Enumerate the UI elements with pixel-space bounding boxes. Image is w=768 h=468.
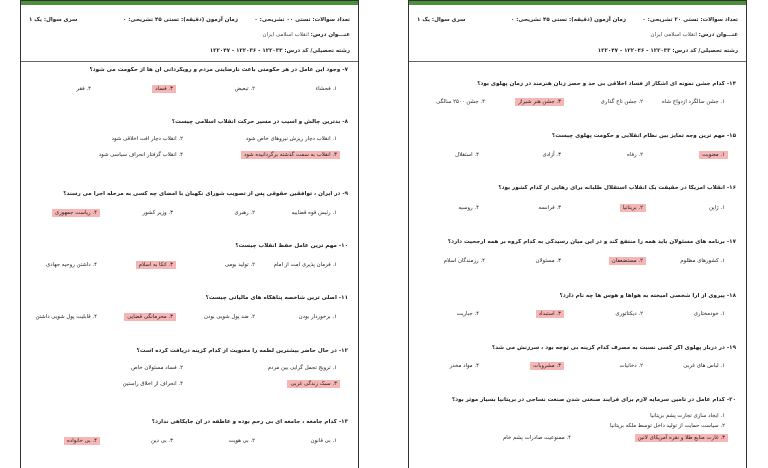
subject-value: انقلاب اسلامی ایران: [650, 32, 697, 38]
question-text: ۷- وجود این عامل در هر حکومتی باعث نارضایتی مردم و رویگردانی آن ها از حکومت می شود؟: [89, 67, 348, 73]
option-2[interactable]: ۲. بریتانیا: [620, 204, 646, 212]
option-1[interactable]: ۱. رئیس قوه قضاییه: [291, 210, 337, 216]
question-text: ۹- در ایران ، توافقین حقوقی پس از تصویب شورای نگهبان با امضای چه کسی به مرحله اجرا می رسند؟: [63, 191, 348, 197]
question-text: ۱۹- در دربار پهلوی اگر کسی نسبت به مصرف کدام گزینه بی توجه بود ، سرزنش می شد؟: [492, 345, 736, 351]
option-2[interactable]: ۲. تولید بومی: [224, 262, 255, 268]
question: [29, 348, 350, 396]
option-1[interactable]: ۱. معنویت: [699, 151, 728, 159]
question: [417, 293, 738, 341]
option-2[interactable]: ۲. رفاه: [627, 152, 643, 158]
option-3[interactable]: ۳. آزادی: [542, 152, 561, 158]
question: [29, 119, 350, 167]
option-4[interactable]: ۴. استقلال: [455, 152, 479, 158]
option-2[interactable]: ۲. جشن تاج گذاری: [600, 99, 643, 105]
exam-time: زمان آزمون (دقیقه): تستی ۴۵ تشریحی: ۰: [122, 17, 238, 23]
option-3[interactable]: ۳. سبک زندگی غربی: [287, 380, 340, 388]
option-2[interactable]: ۲. سیاست حمایت از تولید داخل توسط ملکه بریتانیا: [609, 423, 725, 429]
questions-area: [21, 63, 358, 468]
option-3[interactable]: ۳. استبداد: [536, 310, 564, 318]
question: [29, 67, 350, 115]
option-3[interactable]: ۳. وزیر کشور: [142, 210, 173, 216]
option-3[interactable]: ۳. جشن هنر شیراز: [515, 98, 564, 106]
option-1[interactable]: ۱. فحشاء: [315, 86, 337, 92]
series-label: سری سوال: یک ۱: [417, 17, 466, 23]
option-2[interactable]: ۲. رهبری: [234, 210, 255, 216]
option-1[interactable]: ۱. خودمختاری: [693, 311, 725, 317]
option-2[interactable]: ۲. ضد پول شویی بودن: [203, 314, 255, 320]
exam-header: [21, 5, 358, 62]
option-1[interactable]: ۱. ترویج تجمل گرایی بین مردم: [267, 365, 337, 371]
option-4[interactable]: ۴. فقر: [76, 86, 91, 92]
option-4[interactable]: ۴. بی خانواده: [64, 437, 100, 445]
option-1[interactable]: ۱. لباس های غربی: [683, 363, 725, 369]
exam-page-left: [20, 0, 359, 468]
series-label: سری سوال: یک ۱: [29, 17, 78, 23]
option-3[interactable]: ۳. اتکا به اسلام: [136, 261, 176, 269]
option-1[interactable]: ۱. ژاپن: [708, 205, 725, 211]
option-2[interactable]: ۲. مستضعفان: [609, 257, 646, 265]
option-2[interactable]: ۲. تبعیض: [234, 86, 255, 92]
option-1[interactable]: ۱. فرمان پذیری امت از امام: [273, 262, 337, 268]
question: [417, 185, 738, 233]
option-4[interactable]: ۴. جباریت: [456, 311, 479, 317]
question: [29, 243, 350, 291]
option-4[interactable]: ۴. ممنوعیت صادرات پشم خام: [502, 435, 571, 441]
questions-count: تعداد سوالات: تستی ۰۰ تشریحی: ۰: [254, 17, 350, 23]
questions-area: [409, 63, 746, 468]
option-1[interactable]: ۱. جشن سالگرد ازدواج شاه: [662, 99, 725, 105]
question: [417, 81, 738, 129]
option-1[interactable]: ۱. ایجاد سازی تجارت پشم بریتانیا: [650, 413, 725, 419]
option-4[interactable]: ۴. قابلیت پول شویی داشتن: [35, 314, 97, 320]
subject-line: [262, 32, 350, 38]
questions-count: تعداد سوالات: تستی ۲۰ تشریحی: ۰: [642, 17, 738, 23]
option-1[interactable]: ۱. انقلاب دچار ریزش نیروهای خاص شود: [245, 136, 337, 142]
option-4[interactable]: ۴. انقلاب گرفتار انحراف سیاسی شود: [98, 152, 183, 158]
question-text: ۸- بدترین چالش و آسیب در مسیر حرکت انقلاب اسلامی چیست؟: [171, 119, 348, 125]
option-2[interactable]: ۲. بی هویت: [228, 438, 255, 444]
option-2[interactable]: ۲. فساد مسئولان خاص: [131, 365, 183, 371]
option-1[interactable]: ۱. برخوردار بودن: [298, 314, 337, 320]
question: [29, 191, 350, 239]
option-3[interactable]: ۳. فرانسه: [538, 205, 561, 211]
question-text: ۱۰- مهم ترین عامل حفظ انقلاب چیست؟: [235, 243, 348, 249]
option-4[interactable]: ۴. مواد مخدر: [449, 363, 479, 369]
field-code: رشته تحصیلی/ کد درس: ۱۲۲۰۳۳ - ۱۲۲۰۳۶ - ۱۲۲۰۴۷: [209, 48, 350, 54]
option-3[interactable]: ۳. غارت منابع طلا و نقره آمریکای لاتین: [635, 434, 728, 442]
option-4[interactable]: ۴. رزمندگان اسلام: [443, 258, 485, 264]
question-text: ۱۸- پیروی از آرا شخصی آمیخته به هواها و هوس ها چه نام دارد؟: [559, 293, 736, 299]
question-text: ۲۰- کدام عامل در تامین سرمایه لازم برای فرایند صنعتی شدن صنعت نساجی در بریتانیا بسیار موثر بود؟: [452, 397, 736, 403]
question-text: ۱۳- کدام جامعه ، جامعه ای بی رحم بوده و عاطفه در آن جایگاهی ندارد؟: [151, 419, 348, 425]
exam-time: زمان آزمون (دقیقه): تستی ۴۵ تشریحی: ۰: [510, 17, 626, 23]
option-3[interactable]: ۳. فساد: [152, 85, 176, 93]
question: [29, 419, 350, 467]
field-code: رشته تحصیلی/ کد درس: ۱۲۲۰۳۳ - ۱۲۲۰۴۶ - ۱۲۲۰۴۷: [597, 48, 738, 54]
exam-header: [409, 5, 746, 62]
subject-value: انقلاب اسلامی ایران: [262, 32, 309, 38]
question: [417, 239, 738, 287]
option-2[interactable]: ۲. دخانیات: [619, 363, 643, 369]
question-text: ۱۶- انقلاب آمریکا در حقیقت یک انقلاب استقلال طلبانه برای رهایی از کدام کشور بود؟: [498, 185, 736, 191]
option-3[interactable]: ۳. بی دین: [150, 438, 173, 444]
option-3[interactable]: ۳. محرمانگی قضایی: [124, 313, 176, 321]
question-text: ۱۷- برنامه های مسئولان باید همه را منتفع کند و در این میان رسیدگی به کدام گروه بر همه ارجحیت دارد؟: [447, 239, 736, 245]
subject-line: [650, 32, 738, 38]
question: [417, 345, 738, 393]
option-2[interactable]: ۲. دیکتاتوری: [615, 311, 643, 317]
subject-label: عنـــوان درس:: [310, 32, 350, 38]
question: [417, 397, 738, 445]
question: [417, 133, 738, 181]
option-4[interactable]: ۴. ریاست جمهوری: [52, 209, 100, 217]
option-3[interactable]: ۳. انقلاب به سمت گذشته برگردانیده شود: [241, 151, 340, 159]
option-4[interactable]: ۴. روسیه: [458, 205, 479, 211]
question: [29, 295, 350, 343]
option-4[interactable]: ۴. داشتن روحیه جهادی: [45, 262, 97, 268]
option-3[interactable]: ۳. مشروبات: [530, 362, 564, 370]
question-text: ۱۱- اصلی ترین شاخصه پناهگاه های مالیاتی چیست؟: [205, 295, 348, 301]
option-1[interactable]: ۱. کشورهای مظلوم: [680, 258, 725, 264]
exam-page-right: [408, 0, 747, 468]
question-text: ۱۵- مهم ترین وجه تمایز بین نظام انقلابی و حکومت پهلوی چیست؟: [551, 133, 736, 139]
option-4[interactable]: ۴. انحراف از اخلاق راستین: [122, 381, 183, 387]
option-4[interactable]: ۴. جشن ۲۵۰۰ سالگی: [436, 99, 485, 105]
subject-label: عنـــوان درس:: [698, 32, 738, 38]
option-3[interactable]: ۳. مسئولان: [535, 258, 561, 264]
option-1[interactable]: ۱. بی قانون: [310, 438, 337, 444]
option-2[interactable]: ۲. انقلاب دچار افت اخلاقی شود: [111, 136, 183, 142]
question-text: ۱۴- کدام جشن نمونه ای آشکار از فساد اخلاقی بی حد و حصر زنان هنرمند در زمان پهلوی بود؟: [477, 81, 736, 87]
question-text: ۱۲- در حال حاضر بیشترین لطمه را معنویت از کدام گزینه دریافت کرده است؟: [136, 348, 348, 354]
